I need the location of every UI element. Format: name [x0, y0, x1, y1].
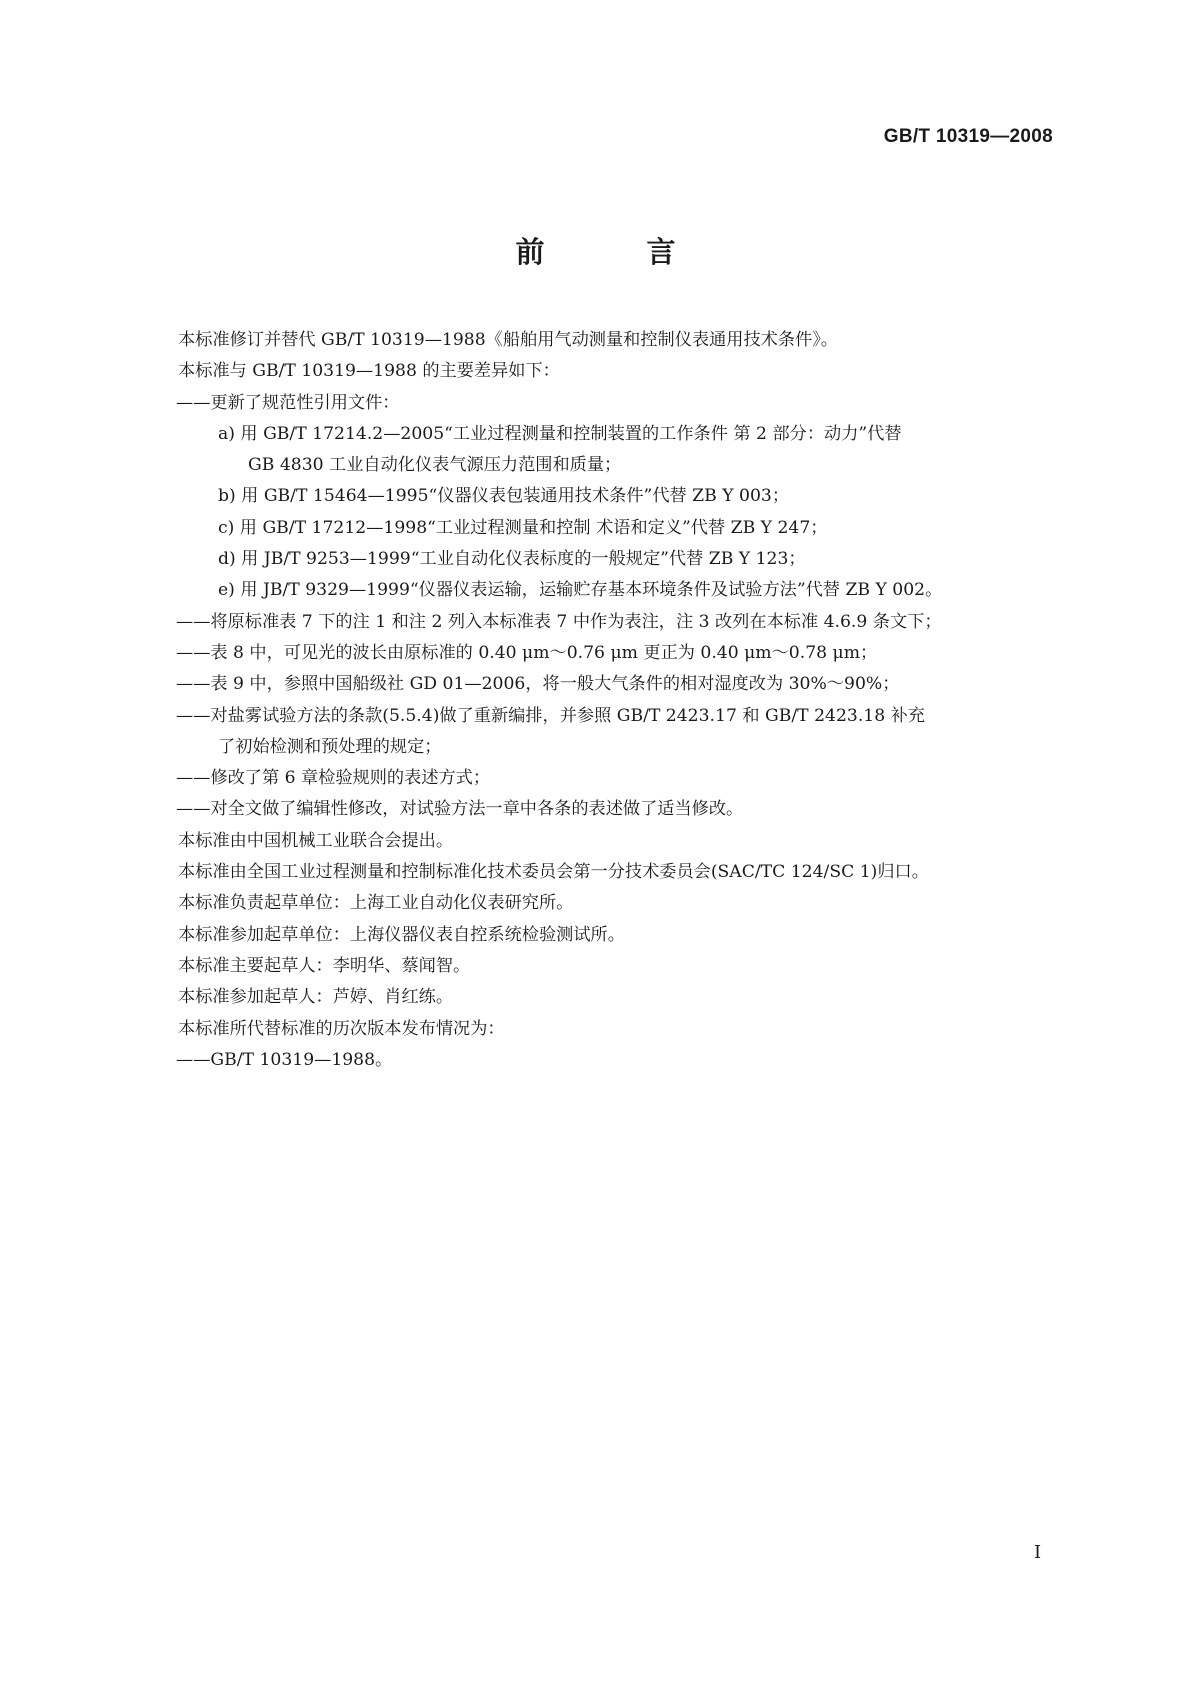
paragraph: 本标准修订并替代 GB/T 10319—1988《船舶用气动测量和控制仪表通用技术条件》。 — [178, 330, 838, 350]
paragraph: 本标准参加起草人：芦婷、肖红练。 — [178, 987, 454, 1008]
paragraph: 本标准所代替标准的历次版本发布情况为： — [178, 1018, 505, 1039]
paragraph: 本标准参加起草单位：上海仪器仪表自控系统检验测试所。 — [178, 924, 625, 945]
dash-item-continued: 了初始检测和预处理的规定； — [218, 736, 442, 757]
dash-item: ——对盐雾试验方法的条款(5.5.4)做了重新编排，并参照 GB/T 2423.17 和 GB/T 2423.18 补充 — [176, 705, 925, 726]
sub-item-c: c) 用 GB/T 17212—1998“工业过程测量和控制 术语和定义”代替 ZB Y 247； — [218, 517, 828, 538]
paragraph: 本标准由中国机械工业联合会提出。 — [178, 830, 454, 851]
dash-item: ——更新了规范性引用文件： — [176, 392, 400, 413]
page-number: I — [1034, 1542, 1042, 1563]
page-title: 前 言 — [515, 235, 722, 269]
sub-item-a: a) 用 GB/T 17214.2—2005“工业过程测量和控制装置的工作条件 第 2 部分：动力”代替 — [218, 423, 902, 444]
dash-item: ——对全文做了编辑性修改，对试验方法一章中各条的表述做了适当修改。 — [176, 799, 744, 820]
paragraph: 本标准负责起草单位：上海工业自动化仪表研究所。 — [178, 893, 574, 914]
paragraph: 本标准由全国工业过程测量和控制标准化技术委员会第一分技术委员会(SAC/TC 124/SC 1)归口。 — [178, 862, 929, 883]
sub-item-a-continued: GB 4830 工业自动化仪表气源压力范围和质量； — [248, 455, 622, 476]
paragraph: 本标准与 GB/T 10319—1988 的主要差异如下： — [178, 361, 560, 382]
dash-item: ——修改了第 6 章检验规则的表述方式； — [176, 768, 491, 789]
sub-item-e: e) 用 JB/T 9329—1999“仪器仪表运输，运输贮存基本环境条件及试验方法”代替 ZB Y 002。 — [218, 580, 943, 601]
dash-item: ——表 8 中，可见光的波长由原标准的 0.40 μm～0.76 μm 更正为 0.40 μm～0.78 μm； — [176, 642, 878, 663]
standard-code: GB/T 10319—2008 — [883, 126, 1053, 147]
dash-item: ——GB/T 10319—1988。 — [176, 1049, 393, 1070]
dash-item: ——将原标准表 7 下的注 1 和注 2 列入本标准表 7 中作为表注，注 3 改列在本标准 4.6.9 条文下； — [176, 611, 942, 632]
paragraph: 本标准主要起草人：李明华、蔡闻智。 — [178, 955, 471, 976]
sub-item-b: b) 用 GB/T 15464—1995“仪器仪表包装通用技术条件”代替 ZB Y 003； — [218, 486, 790, 507]
dash-item: ——表 9 中，参照中国船级社 GD 01—2006，将一般大气条件的相对湿度改为 30%～90%； — [176, 674, 900, 695]
foreword-body — [178, 325, 1063, 1076]
sub-item-d: d) 用 JB/T 9253—1999“工业自动化仪表标度的一般规定”代替 ZB Y 123； — [218, 549, 806, 570]
